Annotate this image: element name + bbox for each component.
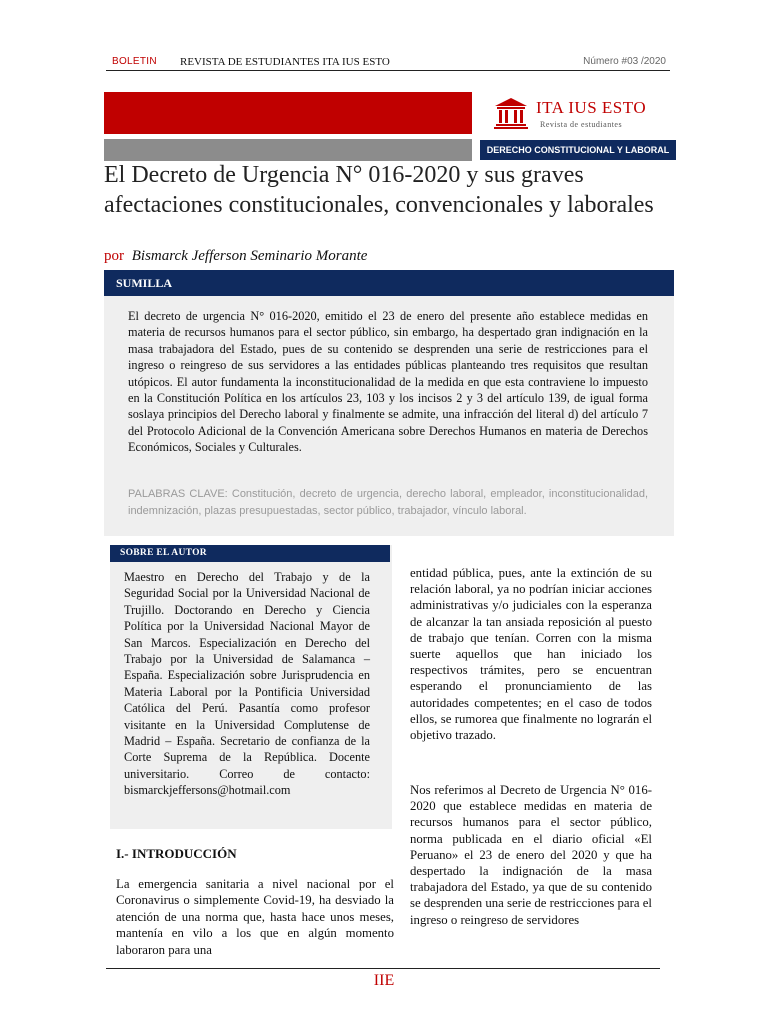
intro-heading: I.- INTRODUCCIÓN (116, 846, 237, 861)
article-title: El Decreto de Urgencia N° 016-2020 y sus graves afectaciones constitucionales, convencionales y laborales (104, 162, 654, 218)
boletin-label: BOLETIN (112, 56, 157, 67)
issue-number: Número #03 /2020 (583, 56, 666, 67)
footer-mark: IIE (373, 972, 395, 989)
author-bio: Maestro en Derecho del Trabajo y de la Seguridad Social por la Universidad Nacional de Trujillo. Doctorando en Derecho y Ciencia Política por la Universidad Nacional Mayor de San Marcos. Especialización en Derecho del Trabajo por la Universidad de Salamanca – España. Especialización sobre Jurisprudencia en Materia Laboral por la Pontificia Universidad Católica del Perú. Pasantía como profesor visitante en la Universidad Complutense de Madrid – España. Secretario de confianza de la Corte Suprema de la República. Docente universitario. Correo de contacto: bismarckjeffersons@hotmail.com (124, 570, 370, 798)
footer-divider (106, 968, 660, 969)
body-paragraph-1: entidad pública, pues, ante la extinción de su relación laboral, ya no podrían iniciar acciones administrativas y/o judiciales con la esperanza de alcanzar la tan ansiada reposición al puesto de trabajo que tenían. Corren con la misma suerte aquellos que han iniciado los respectivos trámites, pero se encuentran esperando el pronunciamiento de las autoridades competentes; en el caso de todos ellos, se rumorea que finalmente no lograrán el objetivo trazado. (410, 566, 652, 743)
header-divider (106, 70, 670, 71)
body-paragraph-2: Nos referimos al Decreto de Urgencia N° 016-2020 que establece medidas en materia de recursos humanos para el sector público, norma publicada en el diario oficial «El Peruano» el 23 de enero del 2020 y que ha despertado la indignación de la masa trabajadora del Estado, ya que de su contenido se desprenden una serie de restricciones para el ingreso o reingreso de servidores (410, 783, 652, 927)
sumilla-header (104, 270, 674, 296)
byline (104, 248, 367, 265)
temple-icon (494, 97, 528, 129)
logo-title: ITA IUS ESTO (536, 98, 647, 117)
author-heading: SOBRE EL AUTOR (120, 548, 207, 558)
red-banner (104, 92, 472, 134)
gray-banner (104, 139, 472, 161)
intro-text: La emergencia sanitaria a nivel nacional por el Coronavirus o simplemente Covid-19, ha desviado la atención de una norma que, hasta hace unos meses, mantenía en vilo a los que en algún momento laboraron para una (116, 877, 394, 957)
sumilla-heading: SUMILLA (116, 276, 173, 290)
section-tag: DERECHO CONSTITUCIONAL Y LABORAL (480, 140, 676, 160)
byline-prefix: por (104, 248, 124, 264)
sumilla-text: El decreto de urgencia N° 016-2020, emitido el 23 de enero del presente año establece medidas en materia de recursos humanos para el sector público, sin embargo, ha despertado gran indignación en la masa trabajadora del Estado, pues de su contenido se desprenden una serie de restricciones para el ingreso o reingreso de sus servidores a las entidades públicas planteando tres requisitos que resultan utópicos. El autor fundamenta la inconstitucionalidad de la medida en que esta contraviene lo impuesto en la Constitución Política en los artículos 23, 103 y los incisos 2 y 3 del artículo 139, de igual forma soslaya principios del Derecho laboral y finalmente se admite, una infracción del literal d) del artículo 7 del Protocolo Adicional de la Convención Americana sobre Derechos Humanos en materia de Derechos Económicos, Sociales y Culturales. (128, 309, 648, 455)
journal-name: REVISTA DE ESTUDIANTES ITA IUS ESTO (180, 56, 390, 68)
keywords: PALABRAS CLAVE: Constitución, decreto de urgencia, derecho laboral, empleador, inconstitucionalidad, indemnización, plazas presupuestadas, sector público, trabajador, vínculo laboral. (128, 488, 648, 517)
logo-subtitle: Revista de estudiantes (540, 120, 623, 129)
author-name: Bismarck Jefferson Seminario Morante (131, 248, 368, 264)
